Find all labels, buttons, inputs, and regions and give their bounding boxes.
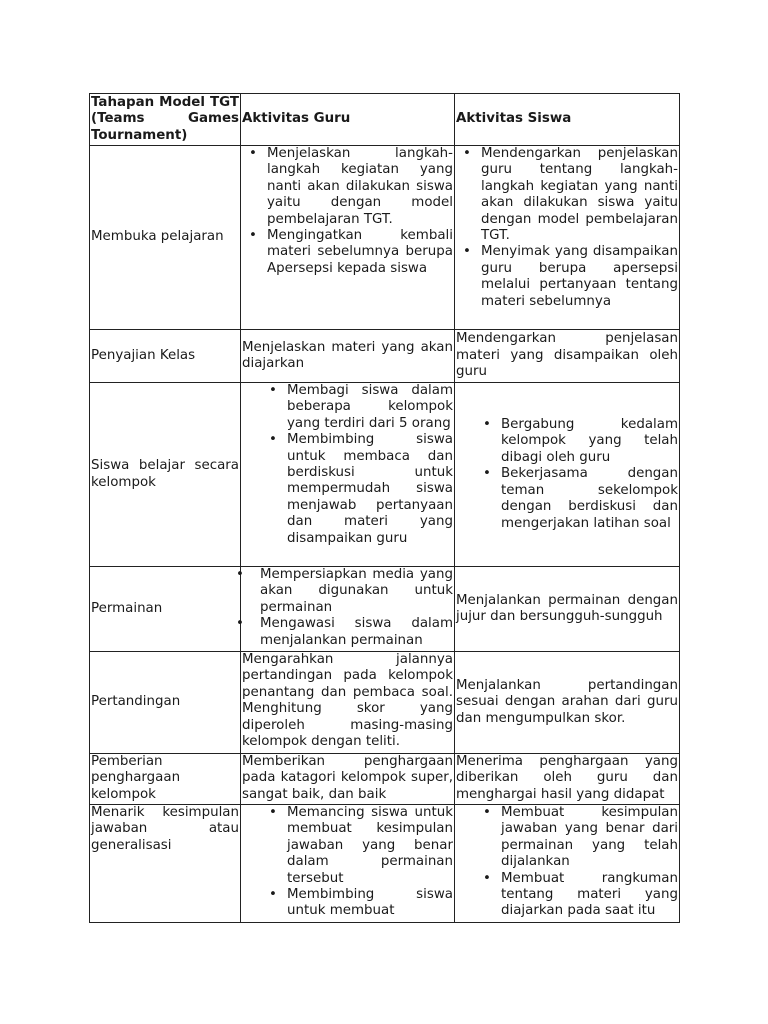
table-row bbox=[90, 805, 680, 923]
list-item: • Bergabung kedalam kelompok yang telah dibagi oleh guru bbox=[501, 417, 678, 466]
list-item: • Membuat kesimpulan jawaban yang benar dari permainan yang telah dijalankan bbox=[501, 805, 678, 871]
stage-cell: Siswa belajar secara kelompok bbox=[90, 383, 241, 567]
list-item: • Membimbing siswa untuk membaca dan berdiskusi untuk mempermudah siswa menjawab pertanyaan dan materi yang disampaikan guru bbox=[287, 432, 453, 547]
student-activity-cell: Menerima penghargaan yang diberikan oleh guru dan menghargai hasil yang didapat bbox=[455, 754, 680, 805]
student-activity-cell: Menjalankan pertandingan sesuai dengan arahan dari guru dan mengumpulkan skor. bbox=[455, 652, 680, 754]
list-item: • Menyimak yang disampaikan guru berupa apersepsi melalui pertanyaan tentang materi sebelumnya bbox=[481, 244, 678, 310]
table-row bbox=[90, 383, 680, 567]
list-item: • Bekerjasama dengan teman sekelompok dengan berdiskusi dan mengerjakan latihan soal bbox=[501, 466, 678, 532]
student-activity-cell bbox=[455, 383, 680, 567]
student-activity-cell bbox=[455, 805, 680, 923]
teacher-activity-cell: Menjelaskan materi yang akan diajarkan bbox=[241, 330, 455, 383]
stage-cell: Penyajian Kelas bbox=[90, 330, 241, 383]
teacher-activity-cell: Memberikan penghargaan pada katagori kelompok super, sangat baik, dan baik bbox=[241, 754, 455, 805]
teacher-activity-cell bbox=[241, 383, 455, 567]
list-item: • Mengingatkan kembali materi sebelumnya berupa Apersepsi kepada siswa bbox=[267, 228, 453, 277]
student-activity-cell: Mendengarkan penjelasan materi yang disampaikan oleh guru bbox=[455, 330, 680, 383]
student-activity-cell: Menjalankan permainan dengan jujur dan bersungguh-sungguh bbox=[455, 567, 680, 652]
table-row bbox=[90, 652, 680, 754]
list-item: • Menjelaskan langkah-langkah kegiatan yang nanti akan dilakukan siswa yaitu dengan model pembelajaran TGT. bbox=[267, 146, 453, 228]
header-teacher-activity: Aktivitas Guru bbox=[241, 94, 455, 146]
tgt-activity-table bbox=[89, 93, 680, 923]
stage-cell: Pertandingan bbox=[90, 652, 241, 754]
list-item: • Membimbing siswa untuk membuat bbox=[287, 887, 453, 920]
list-item: • Memancing siswa untuk membuat kesimpulan jawaban yang benar dalam permainan tersebut bbox=[287, 805, 453, 887]
table-row bbox=[90, 567, 680, 652]
table-row bbox=[90, 754, 680, 805]
teacher-activity-cell bbox=[241, 805, 455, 923]
teacher-activity-cell: Mengarahkan jalannya pertandingan pada kelompok penantang dan pembaca soal. Menghitung skor yang diperoleh masing-masing kelompok dengan teliti. bbox=[241, 652, 455, 754]
header-student-activity: Aktivitas Siswa bbox=[455, 94, 680, 146]
stage-cell: Membuka pelajaran bbox=[90, 146, 241, 330]
teacher-activity-cell bbox=[241, 567, 455, 652]
list-item: • Mempersiapkan media yang akan digunakan untuk permainan bbox=[260, 567, 453, 616]
student-activity-cell bbox=[455, 146, 680, 330]
list-item: • Membagi siswa dalam beberapa kelompok yang terdiri dari 5 orang bbox=[287, 383, 453, 432]
list-item: • Mendengarkan penjelaskan guru tentang langkah-langkah kegiatan yang nanti akan dilakukan siswa yaitu dengan model pembelajaran TGT. bbox=[481, 146, 678, 244]
list-item: • Membuat rangkuman tentang materi yang diajarkan pada saat itu bbox=[501, 871, 678, 920]
stage-cell: Permainan bbox=[90, 567, 241, 652]
table-row bbox=[90, 146, 680, 330]
table-row bbox=[90, 330, 680, 383]
stage-cell: Menarik kesimpulan jawaban atau generalisasi bbox=[90, 805, 241, 923]
teacher-activity-cell bbox=[241, 146, 455, 330]
header-row bbox=[90, 94, 680, 146]
stage-cell: Pemberian penghargaan kelompok bbox=[90, 754, 241, 805]
list-item: • Mengawasi siswa dalam menjalankan permainan bbox=[260, 616, 453, 649]
header-stage: Tahapan Model TGT (Teams Games Tournament) bbox=[90, 94, 241, 146]
